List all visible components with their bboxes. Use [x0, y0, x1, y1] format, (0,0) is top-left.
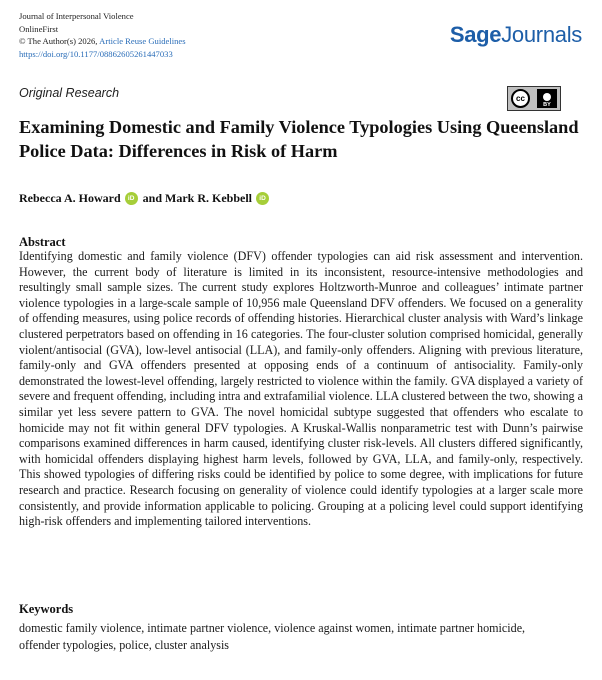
author-name[interactable]: Rebecca A. Howard [19, 191, 121, 205]
keywords-text: domestic family violence, intimate partner violence, violence against women, intimate partner homicide, offender typologies, police, cluster analysis [19, 621, 526, 652]
copyright-text: © The Author(s) 2026, [19, 36, 98, 46]
author-conjunction: and [142, 191, 163, 205]
by-label: BY [543, 102, 551, 108]
section-label: Original Research [19, 86, 120, 100]
journal-meta [19, 10, 186, 60]
sage-journals-logo[interactable] [450, 22, 582, 48]
keywords-heading: Keywords [19, 602, 74, 616]
orcid-icon[interactable]: iD [125, 192, 138, 205]
publication-status: OnlineFirst [19, 23, 59, 34]
copyright-line [19, 35, 186, 48]
abstract-text: Identifying domestic and family violence (DFV) offender typologies can aid risk assessment and intervention. However, the current body of literature is limited in its inconsistent, resource-intensive methodologies and resultingly small sample sizes. The current study explores Holtzworth-Munroe and colleagues’ intimate partner violence typologies in a large-scale sample of 10,956 male Queensland DFV offenders. We focused on a generality of offending measures, using police records of offending histories. Hierarchical cluster analysis with Ward’s linkage clustered perpetrators based on offending in 16 categories. The four-cluster solution comprised homicidal, generally violent/antisocial (GVA), low-level antisocial (LLA), and family-only offenders. Aligning with previous literature, family-only and GVA offenders presented at opposing ends of a continuum of antisociality. Family-only demonstrated the lowest-level offending, largely restricted to violence within the family. GVA displayed a variety of severe and frequent offending, including intra and extrafamilial violence. LLA clustered between the two, showing a similar yet less severe pattern to GVA. The novel homicidal subtype suggested that offenders who escalate to homicide may not fit within general DFV typologies. A Kruskal-Wallis nonparametric test with Dunn’s pairwise comparisons examined differences in harm caused, identifying cluster risk-levels. All clusters differed significantly, with homicidal offenders displaying highest harm levels, followed by GVA, LLA, and family-only, respectively. This showed typologies of differing risks could be identified by police to some degree, with implications for future research and practice. Research focusing on generality of violence could identify typologies at a larger scale more consistently, and provide information applicable to policing. Grouping at a policing level could support identifying high-risk offenders and implementing tailored interventions. [19, 249, 583, 529]
author-name[interactable]: Mark R. Kebbell [165, 191, 253, 205]
reuse-guidelines-link[interactable]: Article Reuse Guidelines [99, 36, 186, 46]
journal-name: Journal of Interpersonal Violence [19, 11, 134, 21]
by-attribution-icon [537, 89, 557, 108]
doi-link[interactable]: https://doi.org/10.1177/08862605261447033 [19, 48, 173, 59]
cc-license-icon[interactable] [507, 86, 561, 111]
orcid-icon[interactable]: iD [256, 192, 269, 205]
author-list [19, 191, 274, 206]
article-title: Examining Domestic and Family Violence Typologies Using Queensland Police Data: Differences in Risk of Harm [19, 117, 579, 161]
cc-circle-icon: cc [511, 89, 530, 108]
person-icon [543, 93, 551, 101]
brand-part1: Sage [449, 22, 502, 47]
abstract-heading: Abstract [19, 235, 66, 249]
brand-part2: Journals [501, 22, 582, 47]
